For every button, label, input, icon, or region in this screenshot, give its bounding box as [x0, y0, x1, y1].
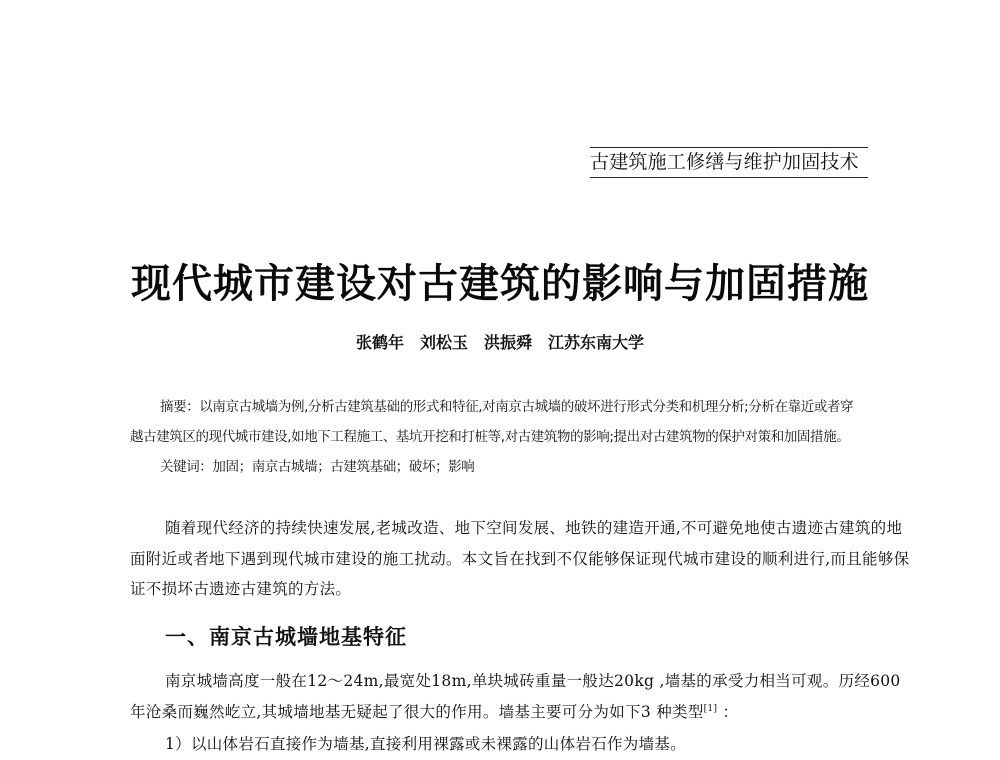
journal-section-tag: 古建筑施工修缮与维护加固技术: [590, 147, 868, 178]
section1-line-2-text: 年沧桑而巍然屹立,其城墙地基无疑起了很大的作用。墙基主要可分为如下3 种类型: [130, 703, 704, 721]
intro-line-1: 随着现代经济的持续快速发展,老城改造、地下空间发展、地铁的建造开通,不可避免地使古遗迹古建筑的地: [165, 519, 903, 537]
article-authors: 张鹤年 刘松玉 洪振舜 江苏东南大学: [355, 333, 644, 352]
section1-line-2: [130, 700, 738, 722]
keywords: 关键词：加固；南京古城墙；古建筑基础；破坏；影响: [160, 459, 475, 475]
intro-line-2: 面附近或者地下遇到现代城市建设的施工扰动。本文旨在找到不仅能够保证现代城市建设的顺利进行,而且能够保: [130, 550, 910, 568]
abstract-line-1: 摘要：以南京古城墙为例,分析古建筑基础的形式和特征,对南京古城墙的破坏进行形式分类和机理分析;分析在靠近或者穿: [160, 399, 854, 415]
section-heading: 一、南京古城墙地基特征: [165, 625, 407, 649]
article-title: 现代城市建设对古建筑的影响与加固措施: [131, 261, 869, 307]
section1-line-2-end: ：: [717, 703, 739, 721]
citation-ref: [1]: [703, 703, 718, 714]
section1-line-1: 南京城墙高度一般在12～24m,最宽处18m,单块城砖重量一般达20kg ,墙基的承受力相当可观。历经600: [165, 672, 901, 690]
intro-line-3: 证不损坏古遗迹古建筑的方法。: [130, 580, 352, 598]
section1-item-1: 1）以山体岩石直接作为墙基,直接利用裸露或未裸露的山体岩石作为墙基。: [165, 735, 686, 753]
abstract-line-2: 越古建筑区的现代城市建设,如地下工程施工、基坑开挖和打桩等,对古建筑物的影响;提出对古建筑物的保护对策和加固措施。: [130, 429, 850, 445]
